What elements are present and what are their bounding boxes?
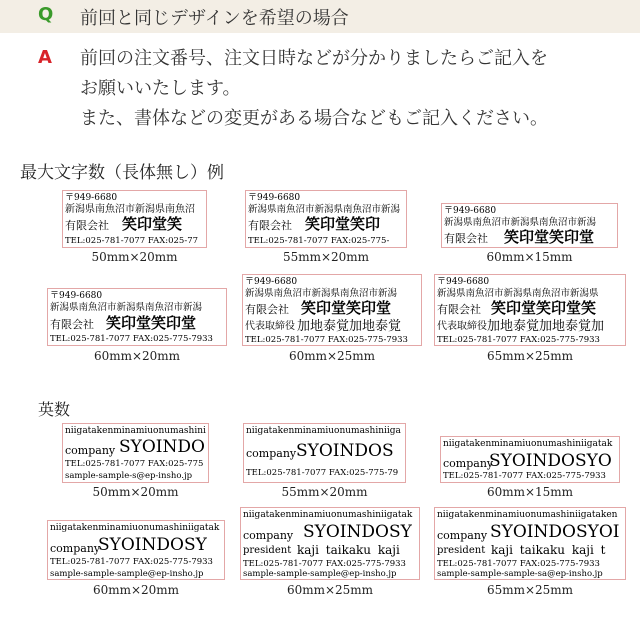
stamp-tel: TEL:025-781-7077 FAX:025-775-7933: [243, 559, 406, 569]
stamp-company-name: SYOINDO: [119, 437, 205, 457]
stamp-company-label: company: [437, 529, 488, 542]
jp-stamp-60x25: [242, 274, 422, 346]
en-caption-60x15: 60mm×15mm: [486, 485, 574, 499]
jp-caption-55x20: 55mm×20mm: [282, 250, 370, 264]
en-stamp-65x25: [434, 507, 626, 580]
answer-line-3: また、書体などの変更がある場合などもご記入ください。: [80, 108, 548, 129]
stamp-person-title: president: [437, 545, 486, 556]
jp-stamp-55x20: [245, 190, 407, 248]
stamp-tel: TEL:025-781-7077 FAX:025-775-79: [246, 468, 399, 478]
stamp-company-name: 笑印堂笑: [122, 215, 183, 233]
answer-line-1: 前回の注文番号、注文日時などが分かりましたらご記入を: [80, 48, 548, 69]
stamp-tel: TEL:025-781-7077 FAX:025-775-7933: [443, 471, 606, 481]
stamp-rep-title: 代表取締役: [437, 321, 487, 332]
stamp-label: 有限会社: [437, 303, 481, 316]
stamp-address: niigatakenminamiuonumashiniigatak: [50, 523, 220, 533]
stamp-tel: TEL:025-781-7077 FAX:025-775-7933: [437, 559, 600, 569]
stamp-label: 有限会社: [248, 219, 292, 232]
en-caption-55x20: 55mm×20mm: [281, 485, 368, 499]
stamp-company-name: SYOINDOSY: [98, 535, 207, 555]
stamp-company-label: company: [50, 542, 101, 555]
stamp-person-title: president: [243, 545, 292, 556]
stamp-address: 新潟県南魚沼市新潟県南魚沼: [65, 204, 195, 215]
stamp-postal: 〒949-6680: [245, 277, 298, 287]
answer-mark: A: [38, 47, 52, 68]
en-caption-60x25: 60mm×25mm: [286, 583, 374, 597]
stamp-company-label: company: [246, 447, 297, 460]
stamp-person-name: kaji taikaku kaji: [297, 543, 400, 557]
jp-stamp-60x15: [441, 203, 618, 248]
jp-caption-60x20: 60mm×20mm: [93, 349, 181, 363]
stamp-label: 有限会社: [245, 303, 289, 316]
stamp-company-label: company: [65, 444, 116, 457]
question-text: 前回と同じデザインを希望の場合: [80, 8, 349, 29]
stamp-tel: TEL:025-781-7077 FAX:025-775-7933: [437, 335, 600, 345]
stamp-company-name: SYOINDOSYOI: [490, 522, 620, 542]
stamp-postal: 〒949-6680: [65, 193, 118, 203]
stamp-rep-title: 代表取締役: [245, 321, 295, 332]
en-stamp-60x15: [440, 436, 620, 483]
stamp-company-name: 笑印堂笑印: [305, 215, 381, 233]
stamp-postal: 〒949-6680: [50, 291, 103, 301]
stamp-address: 新潟県南魚沼市新潟県南魚沼市新潟: [245, 288, 398, 299]
en-stamp-60x20: [47, 520, 225, 580]
en-caption-50x20: 50mm×20mm: [92, 485, 179, 499]
stamp-company-name: 笑印堂笑印堂: [106, 314, 197, 332]
stamp-tel: TEL:025-781-7077 FAX:025-775-7933: [50, 557, 213, 567]
en-section-title: 英数: [38, 400, 71, 419]
en-caption-65x25: 65mm×25mm: [486, 583, 574, 597]
stamp-company-name: 笑印堂笑印堂笑: [491, 299, 597, 317]
stamp-company-name: SYOINDOS: [296, 441, 394, 461]
stamp-address: 新潟県南魚沼市新潟県南魚沼市新潟: [444, 217, 597, 228]
stamp-email: sample-sample-sample@ep-insho.jp: [50, 569, 204, 579]
jp-stamp-60x20: [47, 288, 227, 346]
en-stamp-50x20: [62, 423, 209, 483]
jp-section-title: 最大文字数（長体無し）例: [20, 163, 224, 183]
stamp-address: 新潟県南魚沼市新潟県南魚沼市新潟県: [437, 288, 599, 299]
jp-caption-60x25: 60mm×25mm: [288, 349, 376, 363]
stamp-label: 有限会社: [444, 232, 488, 245]
question-banner: [0, 0, 640, 33]
jp-caption-60x15: 60mm×15mm: [486, 250, 573, 264]
stamp-tel: TEL:025-781-7077 FAX:025-775-7933: [245, 335, 408, 345]
stamp-address: 新潟県南魚沼市新潟県南魚沼市新潟: [248, 204, 401, 215]
stamp-company-name: SYOINDOSY: [303, 522, 412, 542]
stamp-rep-name: 加地泰覚加地泰覚: [297, 319, 402, 334]
stamp-company-name: 笑印堂笑印堂: [301, 299, 392, 317]
question-mark: Q: [38, 4, 54, 25]
stamp-address: 新潟県南魚沼市新潟県南魚沼市新潟: [50, 302, 203, 313]
en-caption-60x20: 60mm×20mm: [92, 583, 180, 597]
stamp-person-name: kaji taikaku kaji t: [491, 543, 606, 557]
stamp-label: 有限会社: [50, 318, 94, 331]
stamp-tel: TEL:025-781-7077 FAX:025-775-7933: [50, 334, 213, 344]
stamp-company-name: SYOINDOSYO: [489, 451, 612, 471]
stamp-address: niigatakenminamiuonumashiniigatak: [243, 510, 413, 520]
stamp-tel: TEL:025-781-7077 FAX:025-775: [65, 459, 204, 469]
stamp-rep-name: 加地泰覚加地泰覚加: [487, 319, 605, 334]
answer-line-2: お願いいたします。: [80, 78, 241, 99]
stamp-address: niigatakenminamiuonumashiniigatak: [443, 439, 613, 449]
jp-stamp-50x20: [62, 190, 207, 248]
stamp-tel: TEL:025-781-7077 FAX:025-775-: [248, 236, 390, 246]
stamp-postal: 〒949-6680: [437, 277, 490, 287]
stamp-address: niigatakenminamiuonumashini: [65, 426, 206, 436]
stamp-postal: 〒949-6680: [444, 206, 497, 216]
stamp-label: 有限会社: [65, 219, 109, 232]
stamp-company-label: company: [443, 457, 494, 470]
jp-stamp-65x25: [434, 274, 626, 346]
stamp-tel: TEL:025-781-7077 FAX:025-77: [65, 236, 199, 246]
stamp-email: sample-sample-s@ep-insho.jp: [65, 471, 193, 481]
stamp-email: sample-sample-sample@ep-insho.jp: [243, 569, 397, 579]
stamp-address: niigatakenminamiuonumashiniiga: [246, 426, 401, 436]
en-stamp-60x25: [240, 507, 420, 580]
stamp-email: sample-sample-sample-sa@ep-insho.jp: [437, 569, 603, 579]
jp-caption-65x25: 65mm×25mm: [486, 349, 574, 363]
jp-caption-50x20: 50mm×20mm: [91, 250, 178, 264]
stamp-address: niigatakenminamiuonumashiniigataken: [437, 510, 618, 520]
en-stamp-55x20: [243, 423, 406, 483]
stamp-postal: 〒949-6680: [248, 193, 301, 203]
stamp-company-name: 笑印堂笑印堂: [504, 228, 595, 246]
stamp-company-label: company: [243, 529, 294, 542]
